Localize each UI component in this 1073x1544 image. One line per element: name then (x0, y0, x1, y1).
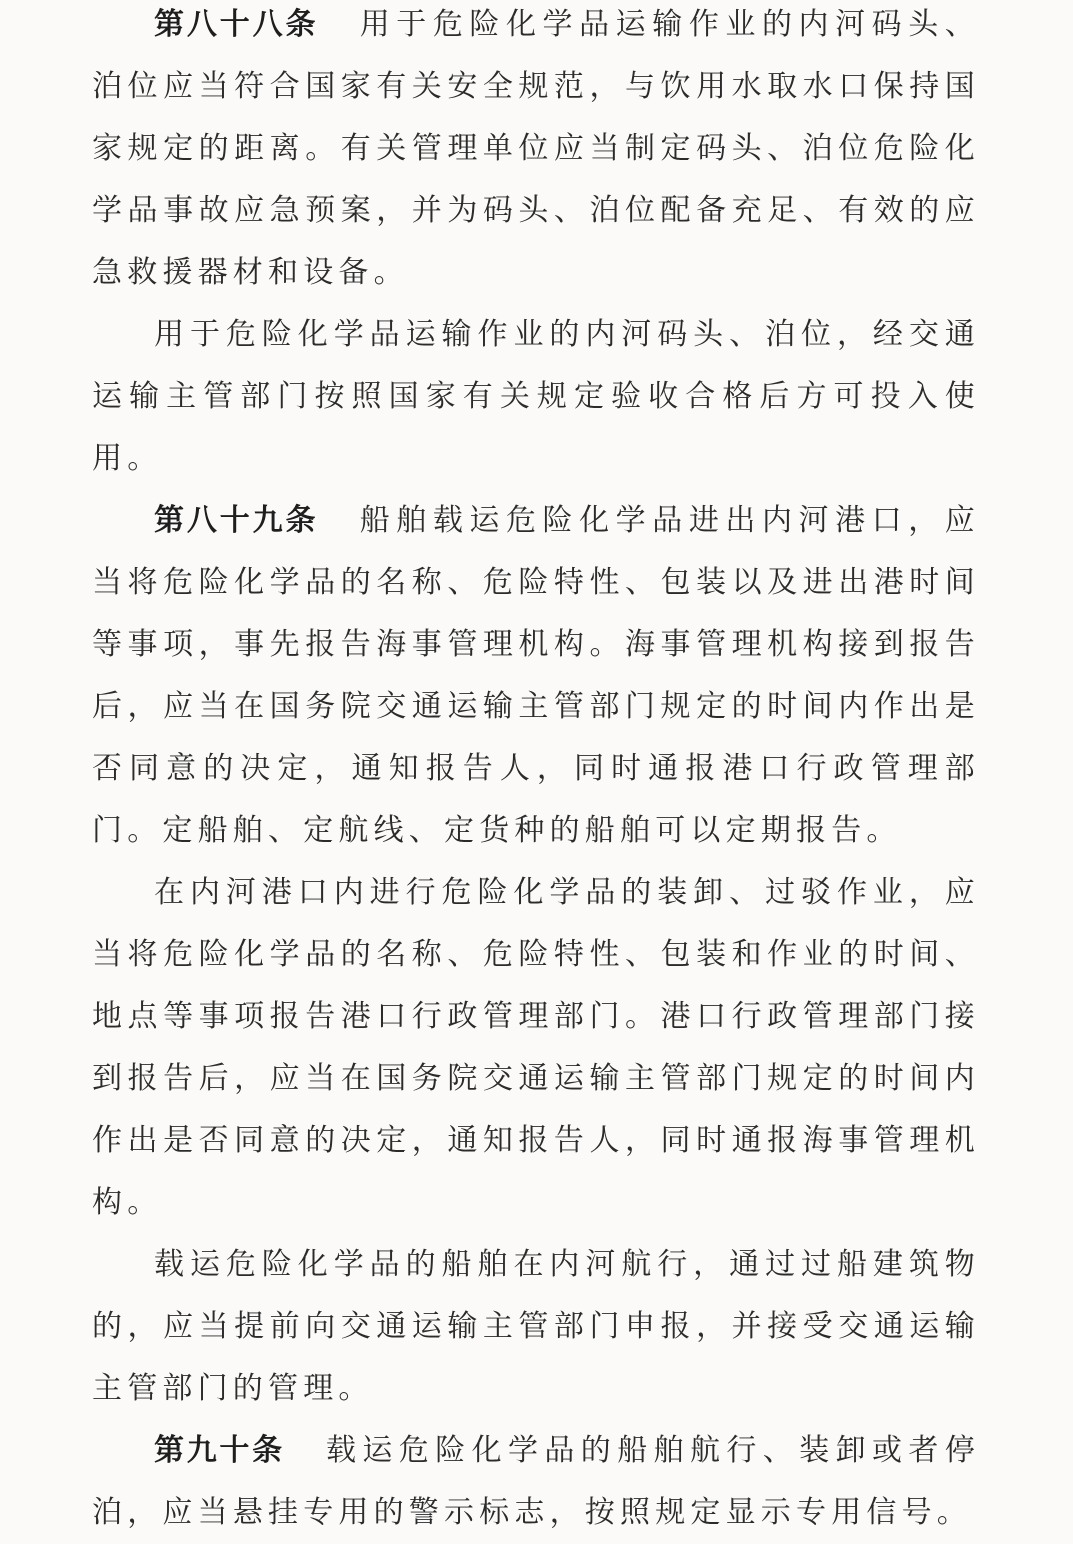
paragraph-text: 船舶载运危险化学品进出内河港口，应当将危险化学品的名称、危险特性、包装以及进出港时间等事项，事先报告海事管理机构。海事管理机构接到报告后，应当在国务院交通运输主管部门规定的时间内作出是否同意的决定，通知报告人，同时通报港口行政管理部门。定船舶、定航线、定货种的船舶可以定期报告。 (92, 503, 980, 848)
paragraph-article-88 (92, 0, 980, 304)
paragraph-article-89-clause-3 (92, 1234, 980, 1420)
paragraph-article-89-clause-2 (92, 862, 980, 1234)
document-page (92, 0, 980, 1544)
article-heading-89: 第八十九条 (154, 503, 319, 538)
paragraph-article-90 (92, 1420, 980, 1544)
paragraph-text: 载运危险化学品的船舶航行、装卸或者停泊，应当悬挂专用的警示标志，按照规定显示专用信号。 (92, 1433, 981, 1530)
paragraph-text: 用于危险化学品运输作业的内河码头、泊位应当符合国家有关安全规范，与饮用水取水口保持国家规定的距离。有关管理单位应当制定码头、泊位危险化学品事故应急预案，并为码头、泊位配备充足、有效的应急救援器材和设备。 (92, 7, 980, 290)
article-heading-90: 第九十条 (154, 1433, 285, 1468)
paragraph-text: 载运危险化学品的船舶在内河航行，通过过船建筑物的，应当提前向交通运输主管部门申报，并接受交通运输主管部门的管理。 (92, 1247, 980, 1406)
paragraph-text: 用于危险化学品运输作业的内河码头、泊位，经交通运输主管部门按照国家有关规定验收合格后方可投入使用。 (92, 317, 980, 476)
paragraph-article-88-clause-2 (92, 304, 980, 490)
paragraph-text: 在内河港口内进行危险化学品的装卸、过驳作业，应当将危险化学品的名称、危险特性、包装和作业的时间、地点等事项报告港口行政管理部门。港口行政管理部门接到报告后，应当在国务院交通运输主管部门规定的时间内作出是否同意的决定，通知报告人，同时通报海事管理机构。 (92, 875, 980, 1220)
article-heading-88: 第八十八条 (154, 7, 319, 42)
paragraph-article-89 (92, 490, 980, 862)
